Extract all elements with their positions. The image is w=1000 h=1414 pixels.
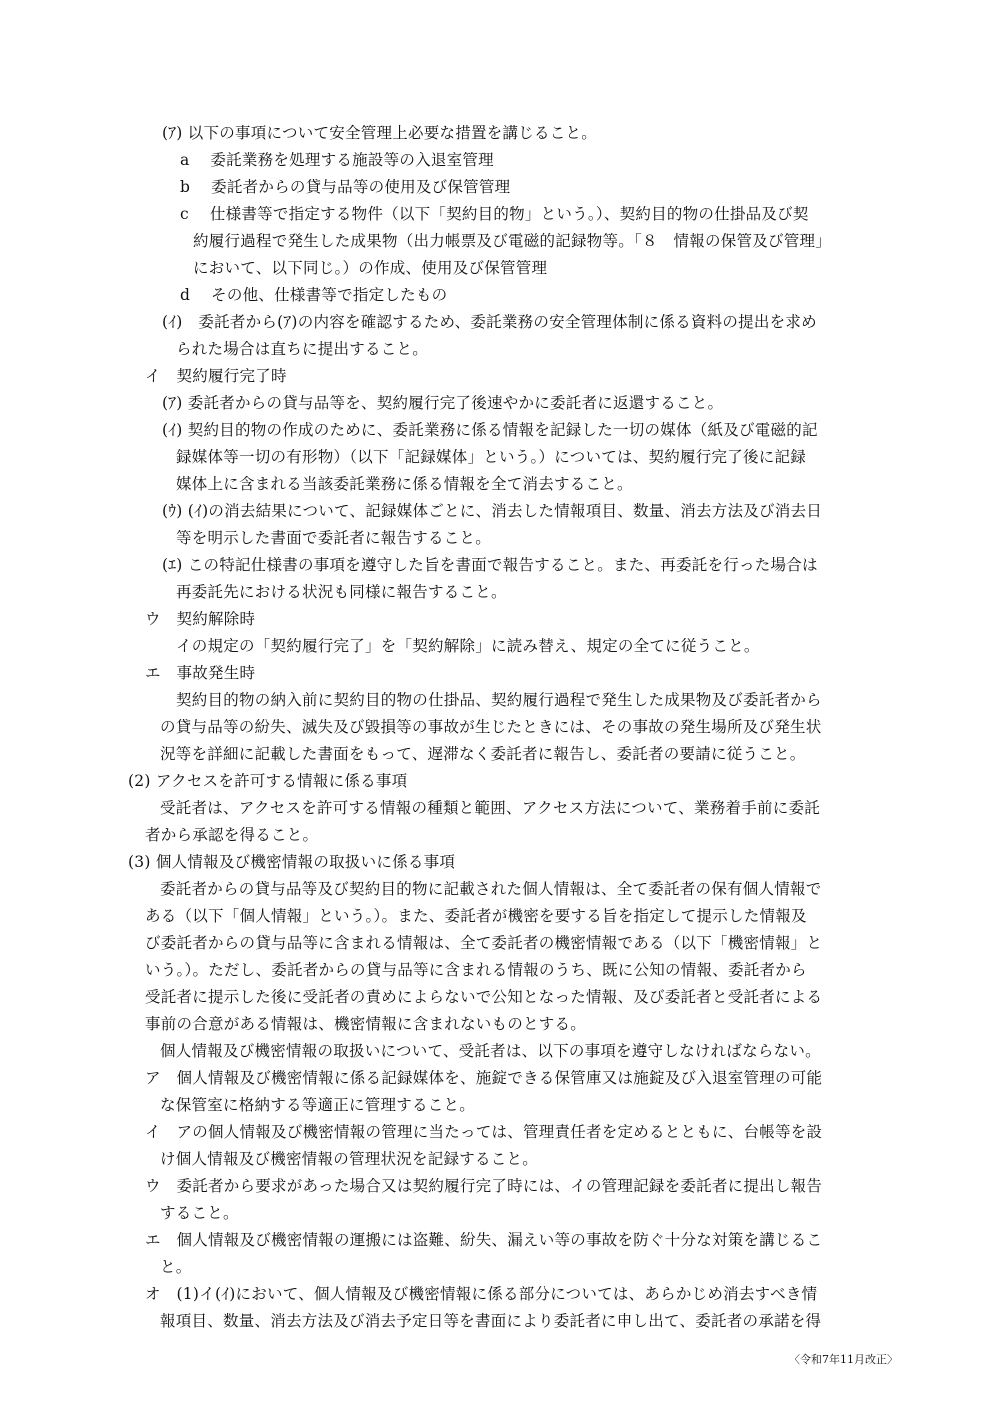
text-line: いう。）。ただし、委託者からの貸与品等に含まれる情報のうち、既に公知の情報、委託者から	[145, 961, 807, 979]
text-line: 契約目的物の納入前に契約目的物の仕掛品、契約履行過程で発生した成果物及び委託者から	[176, 691, 822, 709]
text-line: イの規定の「契約履行完了」を「契約解除」に読み替え、規定の全てに従うこと。	[176, 637, 760, 655]
text-line: (ｲ) 契約目的物の作成のために、委託業務に係る情報を記録した一切の媒体（紙及び電磁的記	[162, 421, 818, 439]
text-line: 媒体上に含まれる当該委託業務に係る情報を全て消去すること。	[176, 475, 633, 493]
text-line: ア 個人情報及び機密情報に係る記録媒体を、施錠できる保管庫又は施錠及び入退室管理の可能	[145, 1069, 823, 1087]
text-line: において、以下同じ。）の作成、使用及び保管管理	[193, 259, 548, 277]
text-line: エ 個人情報及び機密情報の運搬には盗難、紛失、漏えい等の事故を防ぐ十分な対策を講じるこ	[145, 1231, 823, 1249]
text-line: (ｱ) 委託者からの貸与品等を、契約履行完了後速やかに委託者に返還すること。	[162, 394, 724, 412]
text-line: な保管室に格納する等適正に管理すること。	[160, 1096, 476, 1114]
text-line: すること。	[160, 1204, 239, 1222]
text-line: エ 事故発生時	[145, 664, 256, 682]
text-line: 受託者は、アクセスを許可する情報の種類と範囲、アクセス方法について、業務着手前に委託	[160, 799, 820, 817]
text-line: ウ 契約解除時	[145, 610, 256, 628]
text-line: d その他、仕様書等で指定したもの	[180, 286, 448, 304]
text-line: (ｴ) この特記仕様書の事項を遵守した旨を書面で報告すること。また、再委託を行った場合は	[162, 556, 818, 574]
text-line: 況等を詳細に記載した書面をもって、遅滞なく委託者に報告し、委託者の要請に従うこと。	[160, 745, 806, 763]
text-line: イ 契約履行完了時	[145, 367, 287, 385]
revision-footer: 〈令和7年11月改正〉	[789, 1353, 898, 1366]
text-line: a 委託業務を処理する施設等の入退室管理	[180, 151, 494, 169]
text-line: 等を明示した書面で委託者に報告すること。	[176, 529, 492, 547]
text-line: (ｲ) 委託者から(ｱ)の内容を確認するため、委託業務の安全管理体制に係る資料の提出を求め	[162, 313, 817, 331]
text-line: ウ 委託者から要求があった場合又は契約履行完了時には、イの管理記録を委託者に提出し報告	[145, 1177, 823, 1195]
text-line: 事前の合意がある情報は、機密情報に含まれないものとする。	[145, 1015, 587, 1033]
text-line: け個人情報及び機密情報の管理状況を記録すること。	[160, 1150, 539, 1168]
text-line: c 仕様書等で指定する物件（以下「契約目的物」という。）、契約目的物の仕掛品及び契	[180, 205, 809, 223]
text-line: び委託者からの貸与品等に含まれる情報は、全て委託者の機密情報である（以下「機密情報」と	[145, 934, 823, 952]
text-line: オ (1)イ(ｲ)において、個人情報及び機密情報に係る部分については、あらかじめ消去すべき情	[145, 1285, 818, 1303]
text-line: 約履行過程で発生した成果物（出力帳票及び電磁的記録物等。「８ 情報の保管及び管理」	[193, 232, 832, 250]
text-line: b 委託者からの貸与品等の使用及び保管管理	[180, 178, 511, 196]
text-line: と。	[160, 1258, 192, 1276]
text-line: 委託者からの貸与品等及び契約目的物に記載された個人情報は、全て委託者の保有個人情報で	[160, 880, 822, 898]
text-line: イ アの個人情報及び機密情報の管理に当たっては、管理責任者を定めるとともに、台帳等を設	[145, 1123, 823, 1141]
text-line: 受託者に提示した後に受託者の責めによらないで公知となった情報、及び委託者と受託者による	[145, 988, 823, 1006]
text-line: (ｳ) (ｲ)の消去結果について、記録媒体ごとに、消去した情報項目、数量、消去方法及び消去日	[162, 502, 822, 520]
text-line: 者から承認を得ること。	[145, 826, 319, 844]
text-line: られた場合は直ちに提出すること。	[176, 340, 429, 358]
text-line: ある（以下「個人情報」という。）。また、委託者が機密を要する旨を指定して提示した情報及	[145, 907, 807, 925]
text-line: 報項目、数量、消去方法及び消去予定日等を書面により委託者に申し出て、委託者の承諾を得	[160, 1312, 822, 1330]
text-line: (2) アクセスを許可する情報に係る事項	[128, 772, 408, 790]
text-line: (ｱ) 以下の事項について安全管理上必要な措置を講じること。	[162, 124, 597, 142]
text-line: 録媒体等一切の有形物）（以下「記録媒体」という。）については、契約履行完了後に記録	[176, 448, 806, 466]
text-line: (3) 個人情報及び機密情報の取扱いに係る事項	[128, 853, 456, 871]
text-line: の貸与品等の紛失、滅失及び毀損等の事故が生じたときには、その事故の発生場所及び発生状	[160, 718, 822, 736]
text-line: 再委託先における状況も同様に報告すること。	[176, 583, 507, 601]
text-line: 個人情報及び機密情報の取扱いについて、受託者は、以下の事項を遵守しなければならない。	[160, 1042, 821, 1060]
